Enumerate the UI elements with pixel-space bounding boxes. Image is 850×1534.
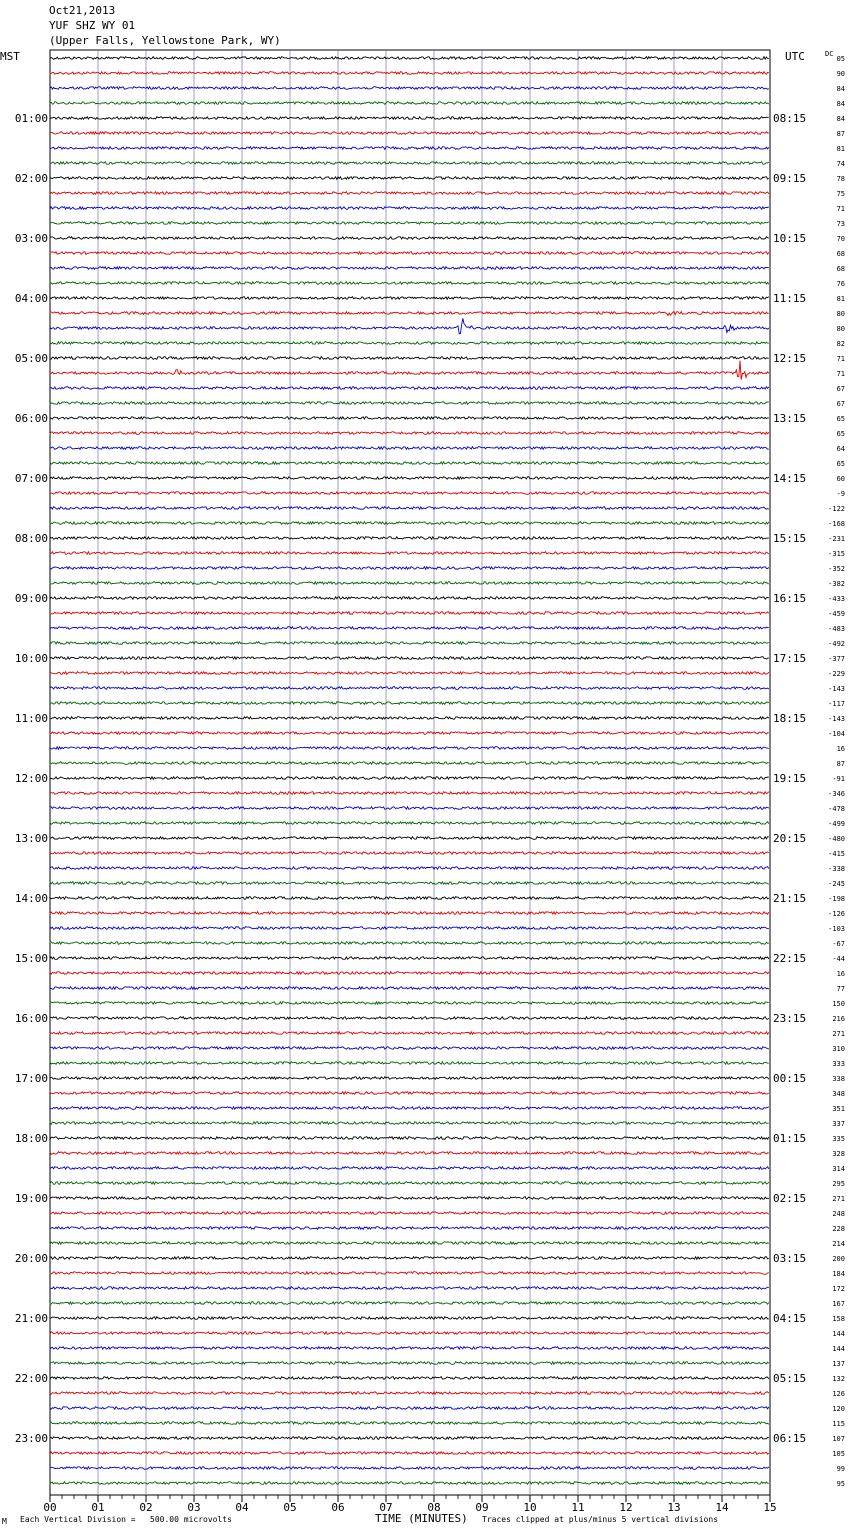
dc-offset-label: 335 — [832, 1135, 845, 1143]
seismic-trace — [50, 627, 769, 630]
plot-frame — [50, 50, 770, 1495]
dc-offset-label: -480 — [828, 835, 845, 843]
dc-offset-label: 74 — [836, 160, 845, 168]
x-tick-label: 09 — [475, 1501, 489, 1514]
left-time-label: 13:00 — [14, 832, 48, 845]
seismic-trace — [50, 762, 769, 765]
left-time-label: 18:00 — [14, 1132, 48, 1145]
seismic-trace — [50, 552, 769, 555]
x-tick-label: 12 — [619, 1501, 633, 1514]
dc-offset-label: -229 — [828, 670, 845, 678]
seismic-trace — [50, 972, 769, 975]
seismic-trace — [50, 702, 769, 705]
seismic-trace — [50, 387, 769, 390]
dc-offset-label: 71 — [836, 205, 845, 213]
seismic-trace — [50, 882, 769, 885]
seismic-trace — [50, 822, 769, 825]
dc-offset-label: -231 — [828, 535, 845, 543]
dc-offset-label: 81 — [836, 145, 845, 153]
dc-offset-label: -245 — [828, 880, 845, 888]
left-time-label: 20:00 — [14, 1252, 48, 1265]
dc-offset-label: -478 — [828, 805, 845, 813]
seismic-trace — [50, 117, 769, 120]
seismic-trace — [50, 1062, 769, 1065]
x-tick-label: 14 — [715, 1501, 729, 1514]
seismic-trace — [50, 267, 769, 270]
seismic-trace — [50, 1347, 769, 1350]
right-time-label: 18:15 — [773, 712, 807, 725]
dc-offset-label: 82 — [836, 340, 845, 348]
seismic-trace — [50, 1167, 769, 1170]
dc-offset-label: -377 — [828, 655, 845, 663]
dc-offset-label: 348 — [832, 1090, 845, 1098]
right-time-label: 00:15 — [773, 1072, 807, 1085]
seismic-trace — [50, 207, 769, 210]
dc-offset-label: 68 — [836, 265, 845, 273]
seismic-trace — [50, 687, 769, 690]
dc-offset-label: -352 — [828, 565, 845, 573]
x-tick-label: 06 — [331, 1501, 345, 1514]
seismic-trace — [50, 1407, 769, 1410]
dc-offset-label: -315 — [828, 550, 845, 558]
dc-offset-label: 84 — [836, 100, 845, 108]
plot-date: Oct21,2013 — [49, 4, 116, 17]
left-time-label: 01:00 — [14, 112, 48, 125]
dc-offset-label: 158 — [832, 1315, 845, 1323]
left-time-label: 15:00 — [14, 952, 48, 965]
dc-offset-label: -67 — [832, 940, 845, 948]
left-time-label: 16:00 — [14, 1012, 48, 1025]
dc-offset-label: 71 — [836, 370, 845, 378]
seismic-trace — [50, 747, 769, 750]
seismic-trace — [50, 432, 769, 435]
seismic-trace — [50, 1302, 769, 1305]
x-tick-label: 15 — [763, 1501, 777, 1514]
left-time-label: 06:00 — [14, 412, 48, 425]
dc-offset-label: 137 — [832, 1360, 845, 1368]
seismic-trace — [50, 252, 769, 255]
seismic-trace — [50, 462, 769, 465]
seismic-trace — [50, 318, 769, 334]
right-time-label: 05:15 — [773, 1372, 807, 1385]
vertical-scale-note: Each Vertical Division = 500.00 microvolts — [20, 1515, 232, 1524]
seismic-trace — [50, 1182, 769, 1185]
dc-offset-label: 75 — [836, 190, 845, 198]
left-time-label: 07:00 — [14, 472, 48, 485]
seismic-trace — [50, 72, 769, 75]
seismic-trace — [50, 642, 769, 645]
seismic-trace — [50, 477, 769, 480]
right-time-label: 14:15 — [773, 472, 807, 485]
seismic-trace — [50, 927, 769, 930]
seismic-trace — [50, 792, 769, 795]
dc-offset-label: -433 — [828, 595, 845, 603]
dc-offset-label: 73 — [836, 220, 845, 228]
dc-offset-label: 144 — [832, 1330, 845, 1338]
right-time-label: 23:15 — [773, 1012, 807, 1025]
dc-offset-label: -126 — [828, 910, 845, 918]
left-time-label: 17:00 — [14, 1072, 48, 1085]
x-tick-label: 03 — [187, 1501, 201, 1514]
seismic-trace — [50, 1317, 769, 1320]
dc-offset-label: -483 — [828, 625, 845, 633]
seismic-trace — [50, 192, 769, 195]
left-time-label: 11:00 — [14, 712, 48, 725]
seismic-trace — [50, 522, 769, 525]
seismic-trace — [50, 837, 769, 840]
x-tick-label: 01 — [91, 1501, 105, 1514]
dc-offset-label: 132 — [832, 1375, 845, 1383]
seismic-trace — [50, 282, 769, 285]
dc-offset-label: 67 — [836, 385, 845, 393]
left-time-label: 23:00 — [14, 1432, 48, 1445]
dc-offset-label: 99 — [836, 1465, 845, 1473]
dc-offset-label: -91 — [832, 775, 845, 783]
seismic-trace — [50, 342, 769, 345]
dc-offset-label: 314 — [832, 1165, 845, 1173]
dc-offset-label: 76 — [836, 280, 845, 288]
left-time-label: 22:00 — [14, 1372, 48, 1385]
x-tick-label: 05 — [283, 1501, 297, 1514]
dc-offset-label: 16 — [836, 745, 845, 753]
seismic-trace — [50, 672, 769, 675]
dc-offset-label: 338 — [832, 1075, 845, 1083]
seismic-trace — [50, 1077, 769, 1080]
x-tick-label: 08 — [427, 1501, 441, 1514]
seismic-trace — [50, 1047, 769, 1050]
right-time-label: 19:15 — [773, 772, 807, 785]
right-time-label: 08:15 — [773, 112, 807, 125]
x-tick-label: 10 — [523, 1501, 537, 1514]
seismic-trace — [50, 1467, 769, 1470]
seismic-trace — [50, 297, 769, 300]
seismic-trace — [50, 1287, 769, 1290]
right-time-label: 15:15 — [773, 532, 807, 545]
x-tick-label: 07 — [379, 1501, 393, 1514]
seismic-trace — [50, 537, 769, 540]
dc-offset-label: 248 — [832, 1210, 845, 1218]
seismic-trace — [50, 1242, 769, 1245]
seismic-trace — [50, 1092, 769, 1095]
dc-offset-label: 216 — [832, 1015, 845, 1023]
dc-offset-label: 167 — [832, 1300, 845, 1308]
dc-offset-label: 333 — [832, 1060, 845, 1068]
seismic-trace — [50, 1257, 769, 1260]
seismic-trace — [50, 1272, 769, 1275]
dc-offset-label: 271 — [832, 1030, 845, 1038]
seismic-trace — [50, 1437, 769, 1440]
dc-offset-label: -346 — [828, 790, 845, 798]
seismic-trace — [50, 1212, 769, 1215]
dc-offset-label: 84 — [836, 85, 845, 93]
dc-offset-label: 87 — [836, 130, 845, 138]
dc-offset-label: 67 — [836, 400, 845, 408]
seismic-trace — [50, 177, 769, 180]
seismic-trace — [50, 1152, 769, 1155]
seismic-trace — [50, 402, 769, 405]
seismic-trace — [50, 102, 769, 105]
dc-offset-label: 214 — [832, 1240, 845, 1248]
x-tick-label: 02 — [139, 1501, 153, 1514]
seismic-trace — [50, 897, 769, 900]
seismic-trace — [50, 87, 769, 90]
right-time-label: 09:15 — [773, 172, 807, 185]
seismic-trace — [50, 807, 769, 810]
seismic-trace — [50, 1227, 769, 1230]
dc-offset-label: 65 — [836, 460, 845, 468]
seismic-trace — [50, 361, 769, 380]
dc-offset-label: -103 — [828, 925, 845, 933]
seismic-trace — [50, 657, 769, 660]
dc-offset-label: 95 — [836, 1480, 845, 1488]
dc-offset-label: 150 — [832, 1000, 845, 1008]
seismic-trace — [50, 717, 769, 720]
seismic-trace — [50, 1197, 769, 1200]
seismic-trace — [50, 492, 769, 495]
dc-offset-label: -104 — [828, 730, 845, 738]
left-time-label: 08:00 — [14, 532, 48, 545]
seismic-trace — [50, 852, 769, 855]
dc-offset-label: 16 — [836, 970, 845, 978]
dc-offset-label: 271 — [832, 1195, 845, 1203]
dc-offset-label: 90 — [836, 70, 845, 78]
seismic-trace — [50, 1422, 769, 1425]
dc-offset-label: 65 — [836, 415, 845, 423]
dc-offset-label: 64 — [836, 445, 845, 453]
seismic-trace — [50, 132, 769, 135]
x-tick-label: 13 — [667, 1501, 681, 1514]
right-time-label: 04:15 — [773, 1312, 807, 1325]
dc-offset-label: 228 — [832, 1225, 845, 1233]
station-name: YUF SHZ WY 01 — [49, 19, 136, 32]
seismic-trace — [50, 1137, 769, 1140]
seismic-trace — [50, 1392, 769, 1395]
x-tick-label: 00 — [43, 1501, 57, 1514]
seismic-trace — [50, 357, 769, 360]
dc-offset-label: -117 — [828, 700, 845, 708]
left-time-label: 02:00 — [14, 172, 48, 185]
dc-offset-label: -459 — [828, 610, 845, 618]
right-time-label: 21:15 — [773, 892, 807, 905]
dc-offset-label: 65 — [836, 430, 845, 438]
left-time-label: 19:00 — [14, 1192, 48, 1205]
right-time-label: 01:15 — [773, 1132, 807, 1145]
seismic-trace — [50, 1332, 769, 1335]
right-time-label: 16:15 — [773, 592, 807, 605]
dc-offset-label: 80 — [836, 310, 845, 318]
seismic-trace — [50, 507, 769, 510]
right-time-label: 20:15 — [773, 832, 807, 845]
dc-offset-label: -492 — [828, 640, 845, 648]
dc-offset-label: 120 — [832, 1405, 845, 1413]
seismic-trace — [50, 237, 769, 240]
left-time-label: 04:00 — [14, 292, 48, 305]
dc-offset-label: 295 — [832, 1180, 845, 1188]
right-time-label: 06:15 — [773, 1432, 807, 1445]
dc-offset-label: -143 — [828, 685, 845, 693]
seismic-trace — [50, 957, 769, 960]
dc-offset-label: 351 — [832, 1105, 845, 1113]
left-time-label: 10:00 — [14, 652, 48, 665]
dc-offset-label: 115 — [832, 1420, 845, 1428]
x-axis-title: TIME (MINUTES) — [375, 1512, 468, 1525]
seismic-trace — [50, 912, 769, 915]
seismic-trace — [50, 597, 769, 600]
right-time-label: 13:15 — [773, 412, 807, 425]
dc-offset-label: -415 — [828, 850, 845, 858]
right-time-label: 12:15 — [773, 352, 807, 365]
dc-offset-label: -122 — [828, 505, 845, 513]
seismic-trace — [50, 987, 769, 990]
dc-offset-label: 80 — [836, 325, 845, 333]
dc-offset-label: -338 — [828, 865, 845, 873]
left-time-label: 09:00 — [14, 592, 48, 605]
dc-offset-label: -143 — [828, 715, 845, 723]
dc-offset-label: -44 — [832, 955, 845, 963]
dc-offset-label: 172 — [832, 1285, 845, 1293]
seismic-trace — [50, 1017, 769, 1020]
seismic-trace — [50, 57, 769, 60]
seismic-trace — [50, 582, 769, 585]
dc-offset-label: 144 — [832, 1345, 845, 1353]
x-tick-label: 11 — [571, 1501, 585, 1514]
seismic-trace — [50, 1482, 769, 1485]
seismic-trace — [50, 777, 769, 780]
dc-offset-label: -499 — [828, 820, 845, 828]
seismic-trace — [50, 1362, 769, 1365]
dc-header-label: DC — [825, 50, 834, 58]
dc-offset-label: 105 — [832, 1450, 845, 1458]
left-time-label: 05:00 — [14, 352, 48, 365]
clipping-note: Traces clipped at plus/minus 5 vertical divisions — [482, 1515, 719, 1524]
dc-offset-label: 87 — [836, 760, 845, 768]
dc-offset-label: 107 — [832, 1435, 845, 1443]
dc-offset-label: 78 — [836, 175, 845, 183]
dc-offset-label: 84 — [836, 115, 845, 123]
seismic-trace — [50, 732, 769, 735]
footer-mark: M — [2, 1517, 7, 1526]
seismic-trace — [50, 222, 769, 225]
seismic-trace — [50, 942, 769, 945]
right-timezone-label: UTC — [785, 50, 805, 63]
seismic-trace — [50, 1452, 769, 1455]
right-time-label: 17:15 — [773, 652, 807, 665]
dc-offset-label: 77 — [836, 985, 845, 993]
dc-offset-label: -9 — [836, 490, 845, 498]
dc-offset-label: 328 — [832, 1150, 845, 1158]
dc-offset-label: 200 — [832, 1255, 845, 1263]
left-time-label: 12:00 — [14, 772, 48, 785]
seismic-trace — [50, 867, 769, 870]
seismic-trace — [50, 1002, 769, 1005]
dc-offset-label: 68 — [836, 250, 845, 258]
dc-offset-label: 05 — [836, 55, 845, 63]
seismic-trace — [50, 1032, 769, 1035]
seismic-trace — [50, 567, 769, 570]
dc-offset-label: 337 — [832, 1120, 845, 1128]
dc-offset-label: 81 — [836, 295, 845, 303]
dc-offset-label: -382 — [828, 580, 845, 588]
dc-offset-label: 184 — [832, 1270, 845, 1278]
seismic-trace — [50, 1122, 769, 1125]
station-location: (Upper Falls, Yellowstone Park, WY) — [49, 34, 281, 47]
seismic-trace — [50, 1377, 769, 1380]
dc-offset-label: 71 — [836, 355, 845, 363]
left-timezone-label: MST — [0, 50, 20, 63]
right-time-label: 03:15 — [773, 1252, 807, 1265]
dc-offset-label: 70 — [836, 235, 845, 243]
dc-offset-label: 310 — [832, 1045, 845, 1053]
seismic-trace — [50, 311, 769, 315]
x-tick-label: 04 — [235, 1501, 249, 1514]
right-time-label: 10:15 — [773, 232, 807, 245]
left-time-label: 14:00 — [14, 892, 48, 905]
dc-offset-label: -168 — [828, 520, 845, 528]
dc-offset-label: 126 — [832, 1390, 845, 1398]
seismic-trace — [50, 1107, 769, 1110]
right-time-label: 11:15 — [773, 292, 807, 305]
seismic-trace — [50, 417, 769, 420]
left-time-label: 21:00 — [14, 1312, 48, 1325]
seismic-trace — [50, 162, 769, 165]
dc-offset-label: 60 — [836, 475, 845, 483]
seismic-trace — [50, 147, 769, 150]
seismic-trace — [50, 612, 769, 615]
right-time-label: 22:15 — [773, 952, 807, 965]
right-time-label: 02:15 — [773, 1192, 807, 1205]
left-time-label: 03:00 — [14, 232, 48, 245]
dc-offset-label: -198 — [828, 895, 845, 903]
seismic-trace — [50, 447, 769, 450]
